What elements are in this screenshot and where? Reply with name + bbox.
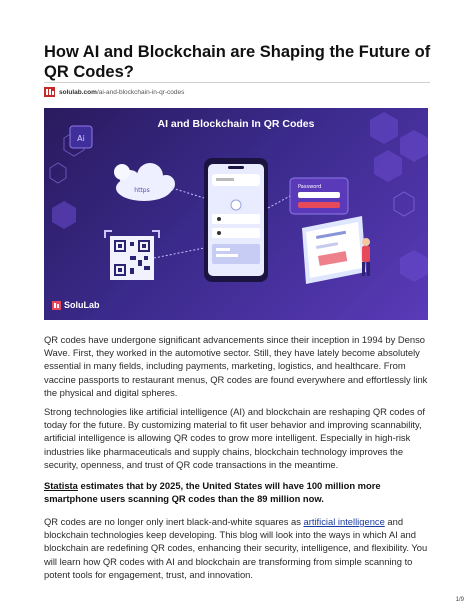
hero-title: AI and Blockchain In QR Codes [157, 118, 315, 130]
login-card-icon [290, 178, 348, 214]
paragraph-blog-overview: QR codes are no longer only inert black-and-white squares as artificial intelligence and blockchain technologies keep developing. This blog will look into the ways in which AI and blockchain are redefining QR codes, enhancing their security, intelligence, and flexibility. You will learn how QR codes with AI and blockchain are transforming from simple scanning to potent tools for engagement, trust, and innovation. [44, 516, 428, 580]
title-divider [44, 82, 430, 83]
article-title: How AI and Blockchain are Shaping the Future of QR Codes? [44, 43, 431, 81]
site-favicon-icon [44, 87, 55, 97]
statista-text: estimates that by 2025, the United States will have 100 million more smartphone users scanning QR codes than the 89 million now. [44, 480, 381, 505]
dashboard-screen-icon [302, 216, 366, 284]
cloud-icon [114, 163, 175, 201]
page-number: 1/9 [455, 597, 464, 603]
hero-artwork [44, 108, 428, 320]
svg-text:Ai: Ai [77, 134, 85, 143]
brand-name: SoluLab [64, 300, 100, 310]
source-line [44, 86, 184, 98]
statista-link[interactable]: Statista [44, 480, 78, 491]
solulab-mark-icon [52, 301, 61, 310]
ai-link[interactable]: artificial intelligence [303, 516, 385, 527]
solulab-logo [52, 300, 100, 310]
qr-code-icon [104, 230, 160, 280]
paragraph-technologies: Strong technologies like artificial intelligence (AI) and blockchain are reshaping QR codes of today for the future. By customizing material to fit user behavior and improving scannability, artificial intelligence is allowing QR codes to grow more intelligent. Especially in high-risk industries like pharmaceuticals and supply chains, blockchain technology improves the security, openness, and trust of QR code transactions in the meantime. [44, 406, 425, 470]
person-icon [362, 238, 370, 276]
hero-illustration [44, 108, 428, 320]
source-url[interactable]: solulab.com/ai-and-blockchain-in-qr-codes [59, 88, 185, 96]
phone-icon [204, 158, 268, 282]
svg-text:https: https [134, 187, 150, 194]
paragraph-intro: QR codes have undergone significant advancements since their inception in 1994 by Denso Wave. First, they worked in the automotive sector. Still, they have lately become absolutely essential in many fields, including payments, marketing, logistics, and healthcare. From vaccine passports to restaurant menus, QR codes are found everywhere and effortlessly link the physical and digital spheres. [44, 334, 428, 398]
svg-text:Password: Password [298, 184, 322, 190]
paragraph-statista [44, 479, 430, 505]
